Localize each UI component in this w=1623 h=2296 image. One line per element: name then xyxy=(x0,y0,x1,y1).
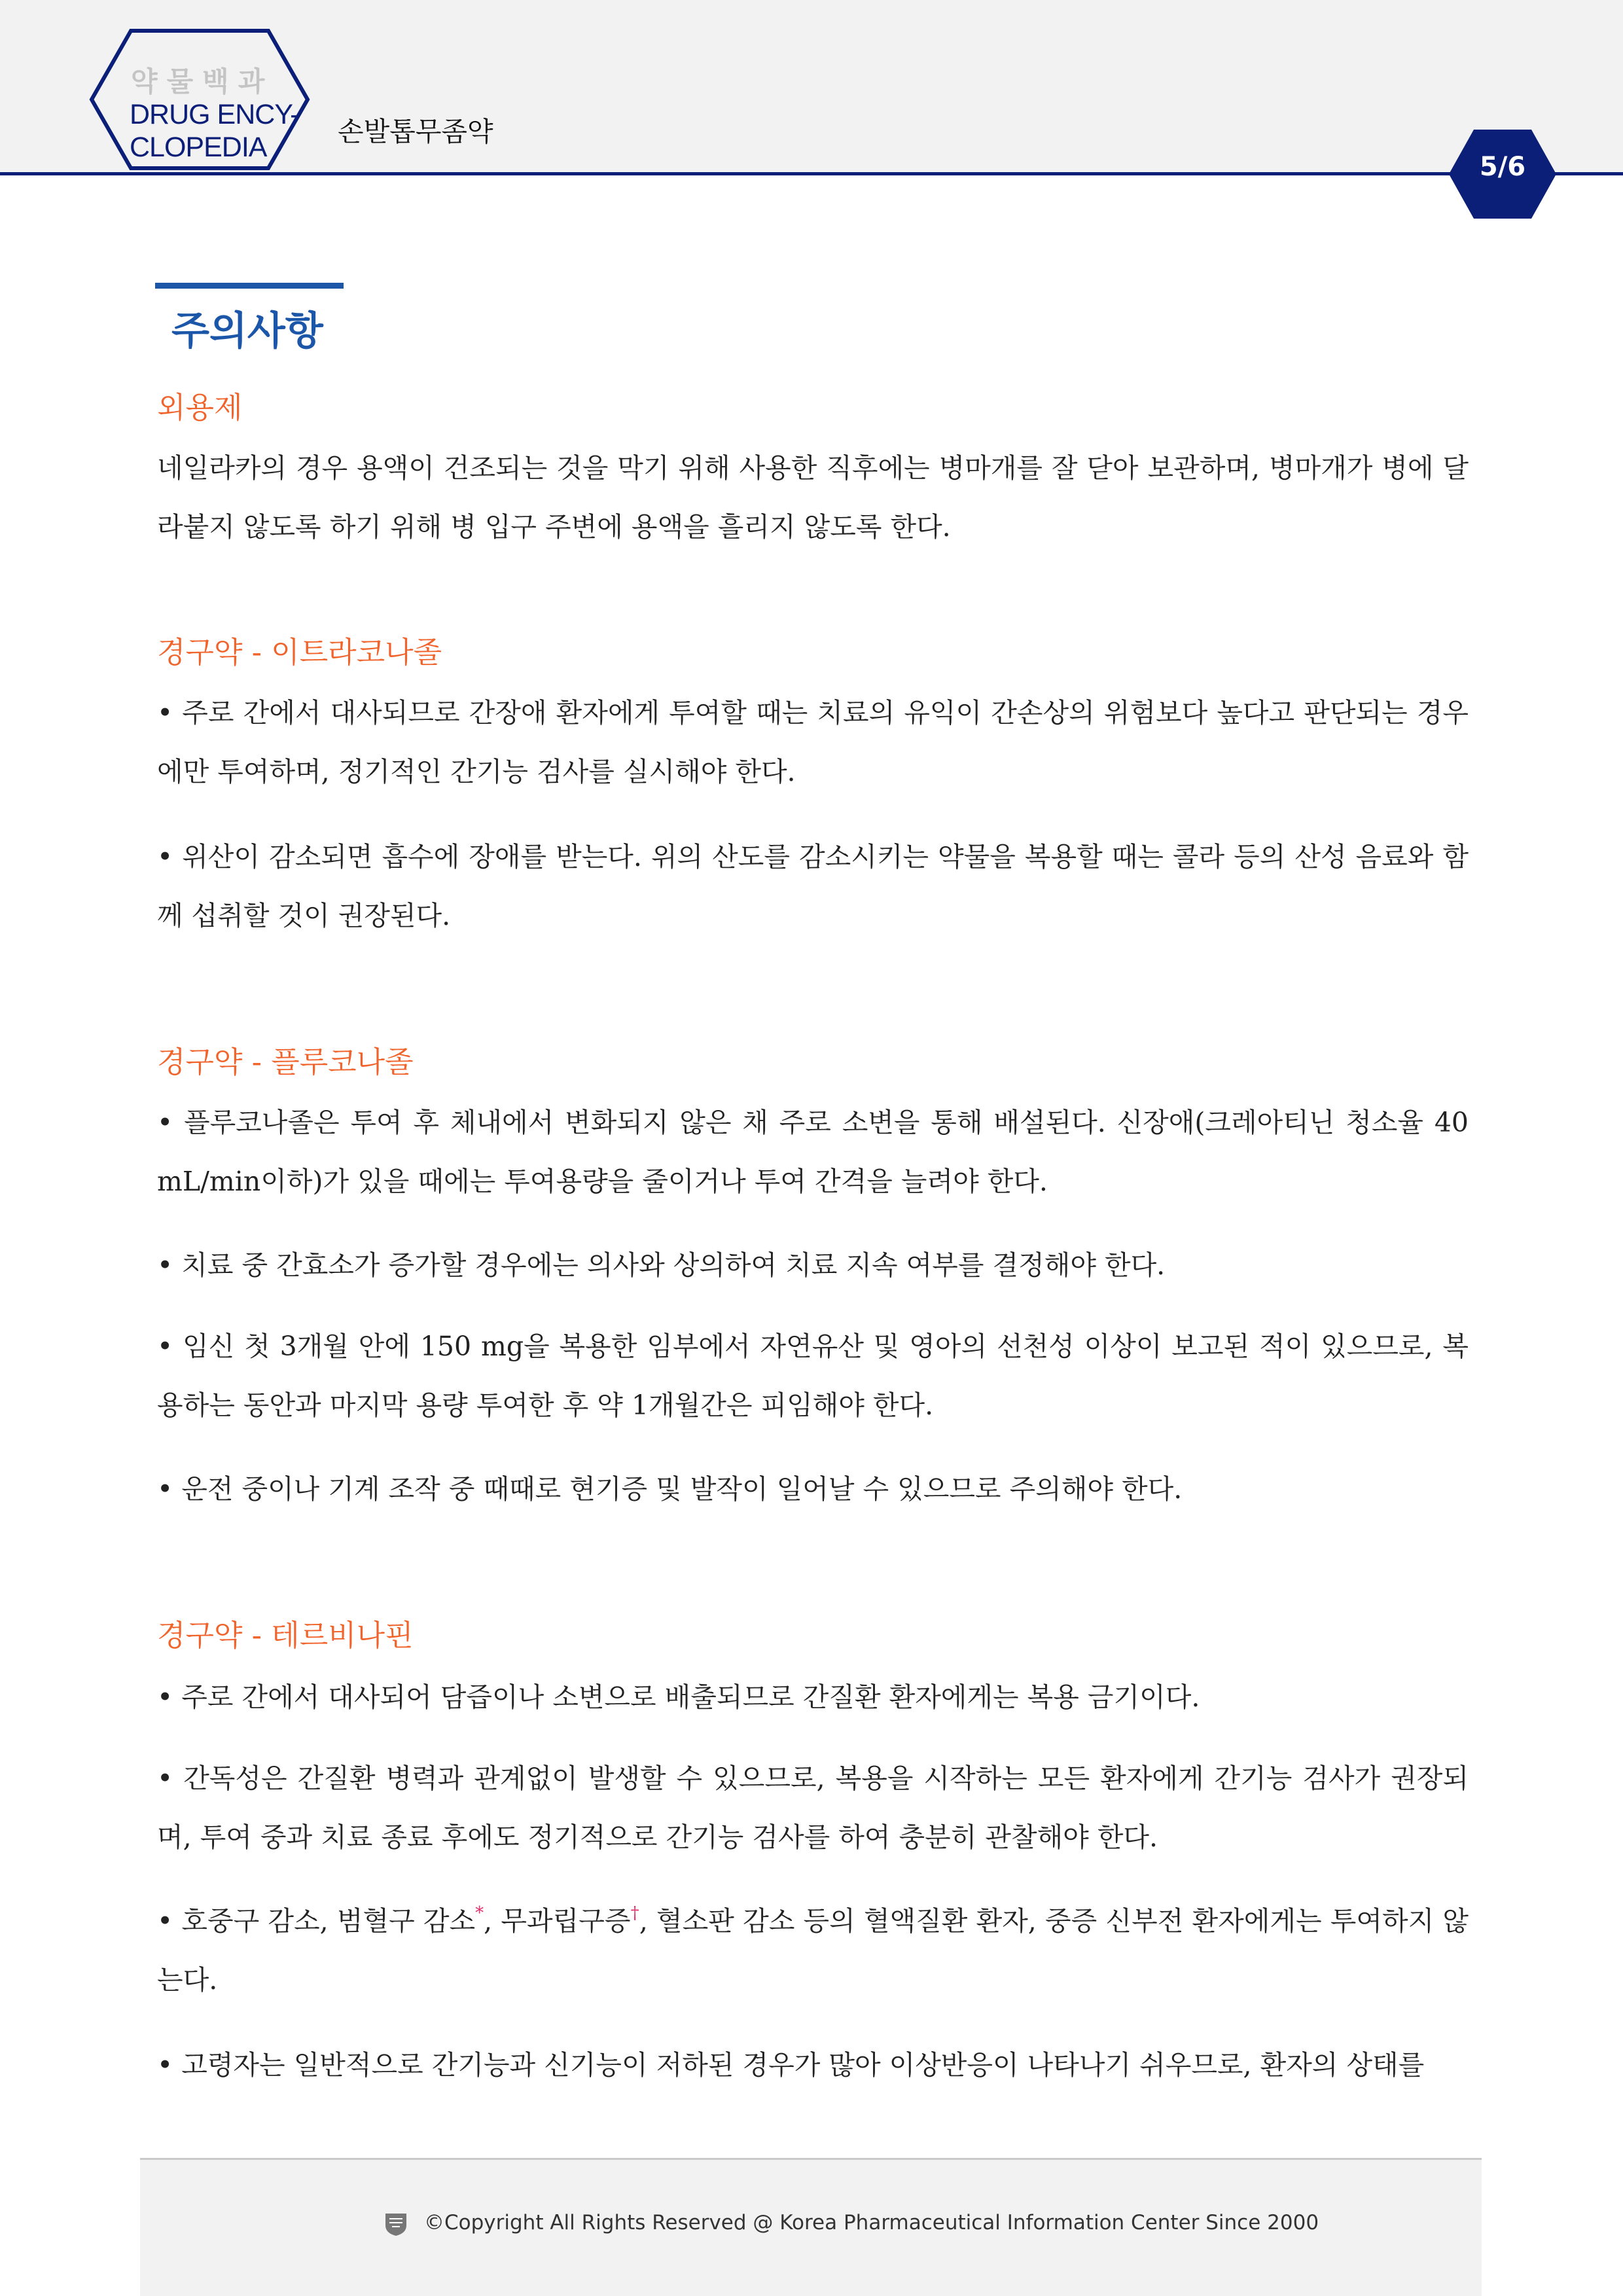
bullet-paragraph: • 고령자는 일반적으로 간기능과 신기능이 저하된 경우가 많아 이상반응이 나타나기 쉬우므로, 환자의 상태를 xyxy=(157,2049,1425,2081)
subheading-topical: 외용제 xyxy=(157,390,243,425)
bullet-paragraph: • 위산이 감소되면 흡수에 장애를 받는다. 위의 산도를 감소시키는 약물을 복용할 때는 콜라 등의 산성 음료와 함께 섭취할 것이 권장된다. xyxy=(157,841,1469,931)
copyright-text: ©Copyright All Rights Reserved @ Korea Pharmaceutical Information Center Since 2000 xyxy=(424,2211,1319,2234)
section-title-bar xyxy=(155,283,344,289)
logo-english-text: DRUG ENCY- CLOPEDIA xyxy=(130,99,299,163)
footnote-marker-dagger: † xyxy=(630,1903,639,1923)
bullet-paragraph-rich xyxy=(157,1892,1469,2009)
document-title: 손발톱무좀약 xyxy=(338,116,493,147)
subheading-terbinafine: 경구약 - 테르비나핀 xyxy=(157,1618,414,1653)
subheading-fluconazole: 경구약 - 플루코나졸 xyxy=(157,1045,414,1079)
text-span: , 무과립구증 xyxy=(484,1905,631,1937)
text-span: • 호중구 감소, 범혈구 감소 xyxy=(157,1905,476,1937)
kpic-emblem-icon xyxy=(383,2211,409,2237)
subheading-itraconazole: 경구약 - 이트라코나졸 xyxy=(157,635,442,670)
text-span: , 혈소판 감소 등의 혈액질환 환자, 중증 신부전 환자에게는 투여하지 않는다. xyxy=(157,1905,1469,1996)
bullet-paragraph: • 임신 첫 3개월 안에 150 mg을 복용한 임부에서 자연유산 및 영아의 선천성 이상이 보고된 적이 있으므로, 복용하는 동안과 마지막 용량 투여한 후 약 1개월간은 피임해야 한다. xyxy=(157,1331,1469,1421)
bullet-paragraph: • 운전 중이나 기계 조작 중 때때로 현기증 및 발작이 일어날 수 있으므로 주의해야 한다. xyxy=(157,1473,1183,1505)
page-number: 5/6 xyxy=(1479,152,1526,182)
bullet-paragraph: • 플루코나졸은 투여 후 체내에서 변화되지 않은 채 주로 소변을 통해 배설된다. 신장애(크레아티닌 청소율 40 mL/min이하)가 있을 때에는 투여용량을 줄이거나 투여 간격을 늘려야 한다. xyxy=(157,1107,1469,1197)
bullet-paragraph: • 주로 간에서 대사되므로 간장애 환자에게 투여할 때는 치료의 유익이 간손상의 위험보다 높다고 판단되는 경우에만 투여하며, 정기적인 간기능 검사를 실시해야 한다. xyxy=(157,697,1469,787)
bullet-paragraph: • 주로 간에서 대사되어 담즙이나 소변으로 배출되므로 간질환 환자에게는 복용 금기이다. xyxy=(157,1681,1200,1713)
paragraph: 네일라카의 경우 용액이 건조되는 것을 막기 위해 사용한 직후에는 병마개를 잘 닫아 보관하며, 병마개가 병에 달라붙지 않도록 하기 위해 병 입구 주변에 용액을 흘리지 않도록 한다. xyxy=(157,452,1469,543)
bullet-paragraph: • 간독성은 간질환 병력과 관계없이 발생할 수 있으므로, 복용을 시작하는 모든 환자에게 간기능 검사가 권장되며, 투여 중과 치료 종료 후에도 정기적으로 간기능 검사를 하여 충분히 관찰해야 한다. xyxy=(157,1763,1469,1853)
footnote-marker-asterisk: * xyxy=(475,1903,484,1923)
section-title: 주의사항 xyxy=(171,308,323,354)
bullet-paragraph: • 치료 중 간효소가 증가할 경우에는 의사와 상의하여 치료 지속 여부를 결정해야 한다. xyxy=(157,1249,1166,1281)
logo-korean-text: 약물백과 xyxy=(131,65,274,98)
